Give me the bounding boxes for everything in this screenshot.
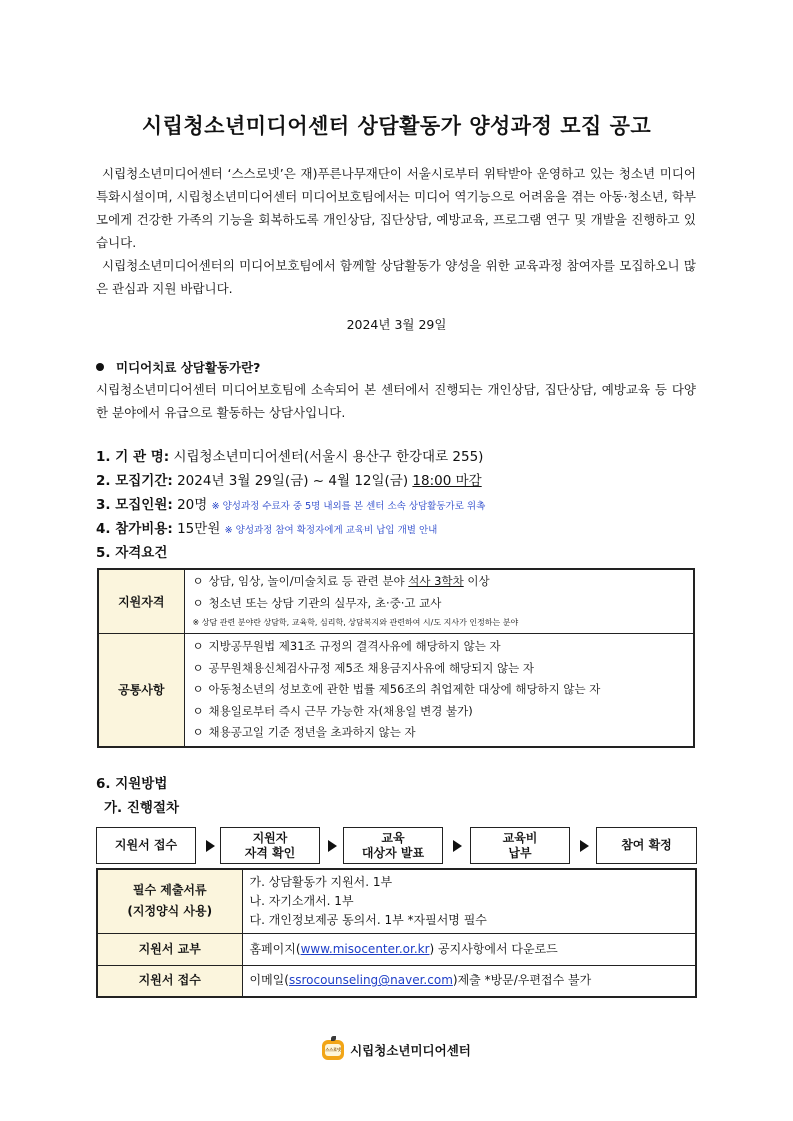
qualification-note: ※ 상담 관련 분야란 상담학, 교육학, 심리학, 상담복지와 관련하여 시/도 지사가 인정하는 분야	[192, 618, 519, 627]
info-value: 시립청소년미디어센터(서울시 용산구 한강대로 255)	[173, 449, 484, 465]
form-distribution-header: 지원서 교부	[97, 933, 242, 965]
common-line-text: 지방공무원법 제31조 규정의 결격사유에 해당하지 않는 자	[208, 639, 501, 653]
step-label: 참여 확정	[621, 838, 672, 852]
info-item-fee	[96, 517, 716, 537]
required-docs-header-line-1: 필수 제출서류	[132, 883, 207, 898]
list-item: 다. 개인정보제공 동의서. 1부 *자필서명 필수	[249, 912, 487, 927]
common-line-text: 채용공고일 기준 정년을 초과하지 않는 자	[208, 725, 416, 739]
info-label: 3. 모집인원:	[96, 497, 173, 513]
list-item	[185, 701, 694, 723]
list-item: 가. 상담활동가 지원서. 1부	[249, 874, 393, 889]
list-item	[185, 658, 694, 680]
application-cell	[242, 965, 696, 997]
circle-bullet-icon: ㅇ	[192, 682, 204, 696]
process-step-5	[596, 827, 697, 864]
intro-paragraph-2: 시립청소년미디어센터의 미디어보호팀에서 함께할 상담활동가 양성을 위한 교육과정 참여자를 모집하오니 많은 관심과 지원 바랍니다.	[96, 258, 696, 296]
list-item	[185, 571, 694, 593]
list-item	[185, 722, 694, 744]
step-label: 교육비	[502, 830, 538, 845]
common-line-text: 공무원채용신체검사규정 제5조 채용금지사유에 해당되지 않는 자	[208, 660, 535, 675]
footer-org-name: 시립청소년미디어센터	[350, 1043, 471, 1058]
info-note: ※ 양성과정 수료자 중 5명 내외를 본 센터 소속 상담활동가로 위촉	[211, 501, 486, 512]
bullet-dot-icon	[96, 363, 104, 371]
intro-paragraph-1: 시립청소년미디어센터 ‘스스로넷’은 재)푸른나무재단이 서울시로부터 위탁받아 운영하고 있는 청소년 미디어 특화시설이며, 시립청소년미디어센터 미디어보호팀에서는 미디어 역기능으로 어려움을 겪는 아동·청소년, 학부모에게 건강한 가족의 기능을 회복하도록 개인상담, 집단상담, 예방교육, 프로그램 연구 및 개발을 진행하고 있습니다.	[96, 166, 696, 250]
qual-line-1-emphasis: 석사 3학차	[408, 574, 464, 588]
info-note: ※ 양성과정 참여 확정자에게 교육비 납입 개별 안내	[224, 525, 438, 536]
info-item-requirements	[96, 541, 716, 561]
email-link[interactable]: ssrocounseling@naver.com	[288, 973, 453, 988]
arrow-right-icon	[328, 840, 337, 852]
definition-heading	[96, 358, 260, 376]
list-item: 나. 자기소개서. 1부	[249, 893, 354, 908]
common-header: 공통사항	[98, 634, 184, 747]
circle-bullet-icon: ㅇ	[192, 725, 204, 739]
circle-bullet-icon: ㅇ	[192, 639, 204, 653]
application-header: 지원서 접수	[97, 965, 242, 997]
required-docs-header-line-2: (지정양식 사용)	[127, 904, 213, 919]
apply-prefix: 이메일(	[249, 973, 289, 988]
info-label: 2. 모집기간:	[96, 473, 173, 489]
info-value: 20명	[177, 497, 208, 513]
table-row	[98, 569, 694, 634]
definition-body: 시립청소년미디어센터 미디어보호팀에 소속되어 본 센터에서 진행되는 개인상담, 집단상담, 예방교육 등 다양한 분야에서 유급으로 활동하는 상담사입니다.	[96, 382, 696, 420]
info-label: 5. 자격요건	[96, 545, 168, 561]
list-item	[185, 593, 694, 615]
section-6a-heading: 가. 진행절차	[104, 800, 180, 816]
circle-bullet-icon: ㅇ	[192, 703, 204, 718]
step-label: 교육	[381, 830, 405, 845]
qual-line-1-text: 상담, 임상, 놀이/미술치료 등 관련 분야	[208, 574, 405, 588]
info-value: 15만원	[177, 521, 221, 537]
form-prefix: 홈페이지(	[249, 941, 301, 956]
circle-bullet-icon: ㅇ	[192, 574, 204, 588]
step-label-2: 자격 확인	[244, 845, 296, 860]
qual-line-1-suffix: 이상	[467, 574, 490, 588]
form-suffix: ) 공지사항에서 다운로드	[429, 941, 558, 956]
form-distribution-cell	[242, 933, 696, 965]
homepage-link[interactable]: www.misocenter.or.kr	[300, 941, 430, 956]
common-line-text: 채용일로부터 즉시 근무 가능한 자(채용일 변경 불가)	[208, 703, 473, 718]
common-line-text: 아동청소년의 성보호에 관한 법률 제56조의 취업제한 대상에 해당하지 않는 자	[208, 682, 601, 696]
circle-bullet-icon: ㅇ	[192, 660, 204, 675]
info-item-organization	[96, 445, 716, 465]
deadline-text: 18:00 마감	[412, 473, 482, 489]
required-docs-cell	[242, 869, 696, 933]
info-value: 2024년 3월 29일(금) ~ 4월 12일(금)	[177, 473, 409, 489]
qualification-cell	[184, 569, 694, 634]
required-docs-header	[97, 869, 242, 933]
step-label-2: 납부	[508, 845, 532, 860]
step-label: 지원서 접수	[114, 838, 178, 852]
apply-suffix: )제출 *방문/우편접수 불가	[452, 973, 592, 988]
logo-text: 스스로넷	[325, 1044, 341, 1056]
footer	[0, 1040, 793, 1060]
page-title: 시립청소년미디어센터 상담활동가 양성과정 모집 공고	[141, 114, 652, 138]
info-item-period	[96, 469, 716, 489]
application-text	[243, 971, 696, 990]
process-step-3	[343, 827, 443, 864]
common-cell	[184, 634, 694, 747]
arrow-right-icon	[206, 840, 215, 852]
requirements-table	[97, 568, 695, 748]
info-item-headcount	[96, 493, 716, 513]
list-item	[185, 636, 694, 658]
list-item	[185, 679, 694, 701]
table-row	[98, 634, 694, 747]
center-logo-icon	[322, 1040, 344, 1060]
submission-table	[96, 868, 697, 998]
form-distribution-text	[243, 940, 696, 959]
qual-line-2-text: 청소년 또는 상담 기관의 실무자, 초·중·고 교사	[208, 595, 442, 610]
table-row	[97, 965, 696, 997]
process-step-4	[470, 827, 570, 864]
table-row	[97, 933, 696, 965]
notice-date: 2024년 3월 29일	[346, 317, 447, 332]
definition-heading-text: 미디어치료 상담활동가란?	[116, 360, 261, 375]
circle-bullet-icon: ㅇ	[192, 595, 204, 610]
process-step-1	[96, 827, 196, 864]
step-label-2: 대상자 발표	[361, 845, 425, 860]
arrow-right-icon	[453, 840, 462, 852]
table-row	[97, 869, 696, 933]
info-label: 1. 기 관 명:	[96, 449, 170, 465]
step-label: 지원자	[252, 830, 288, 845]
process-step-2	[220, 827, 320, 864]
info-label: 4. 참가비용:	[96, 521, 173, 537]
intro-section	[96, 162, 696, 300]
arrow-right-icon	[580, 840, 589, 852]
qualification-header: 지원자격	[98, 569, 184, 634]
section-6-heading: 6. 지원방법	[96, 776, 168, 792]
